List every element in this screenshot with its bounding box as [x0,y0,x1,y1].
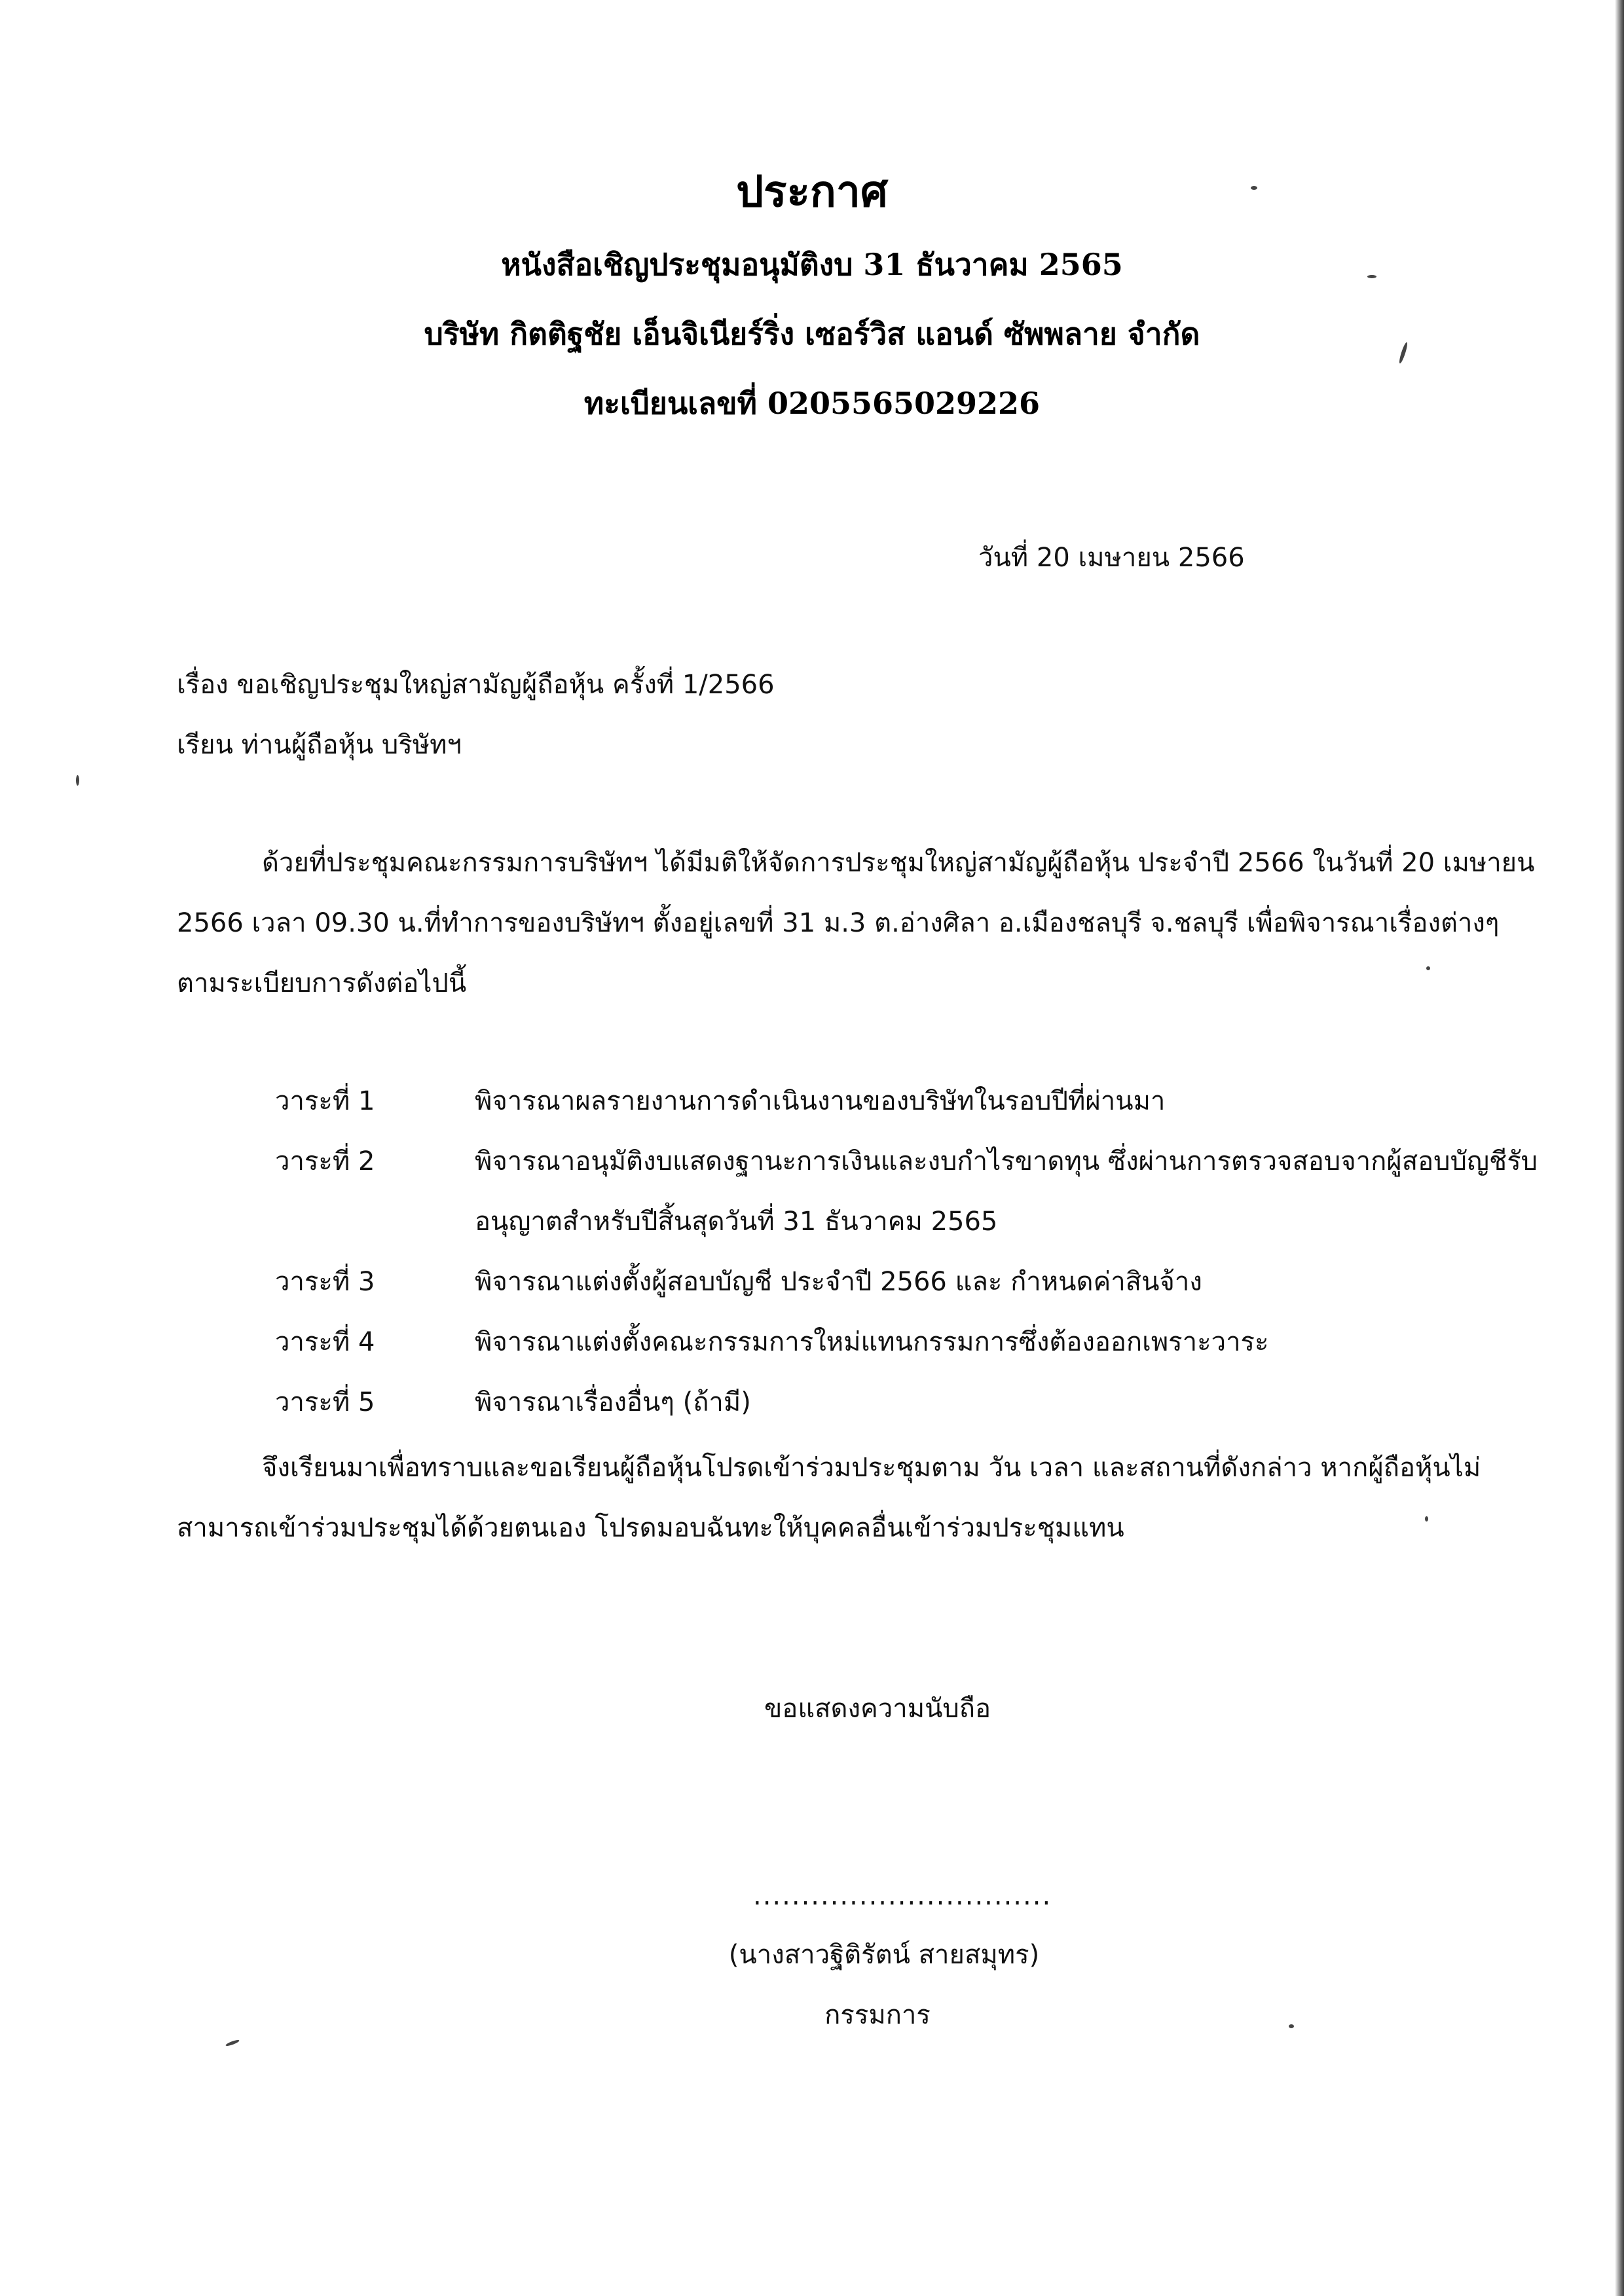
agenda-item [275,1252,1572,1312]
closing-paragraph [177,1438,1545,1558]
document-subtitle: หนังสือเชิญประชุมอนุมัติงบ 31 ธันวาคม 2565 [501,247,1123,282]
agenda-list [275,1071,1572,1432]
agenda-item [275,1312,1572,1372]
regards-line: ขอแสดงความนับถือ [764,1694,991,1724]
closing-paragraph-text: จึงเรียนมาเพื่อทราบและขอเรียนผู้ถือหุ้นโปรดเข้าร่วมประชุมตาม วัน เวลา และสถานที่ดังกล่าว หากผู้ถือหุ้นไม่สามารถเข้าร่วมประชุมได้ด้วยตนเอง โปรดมอบฉันทะให้บุคคลอื่นเข้าร่วมประชุมแทน [177,1453,1481,1543]
signer-name: (นางสาวฐิติรัตน์ สายสมุทร) [728,1940,1040,1970]
agenda-text: พิจารณาเรื่องอื่นๆ (ถ้ามี) [475,1387,751,1417]
scan-speck [1367,275,1376,278]
agenda-number: วาระที่ 2 [275,1146,375,1176]
registration-number: ทะเบียนเลขที่ 0205565029226 [583,386,1041,421]
agenda-text: พิจารณาอนุมัติงบแสดงฐานะการเงินและงบกำไรขาดทุน ซึ่งผ่านการตรวจสอบจากผู้สอบบัญชีรับอนุญาตสำหรับปีสิ้นสุดวันที่ 31 ธันวาคม 2565 [475,1146,1538,1237]
scan-speck [225,2039,240,2047]
scan-edge-shadow [1615,0,1624,2296]
agenda-item [275,1131,1572,1252]
subject-line: เรื่อง ขอเชิญประชุมใหญ่สามัญผู้ถือหุ้น ครั้งที่ 1/2566 [177,670,775,700]
agenda-number: วาระที่ 5 [275,1387,375,1417]
agenda-number: วาระที่ 3 [275,1267,375,1297]
agenda-text: พิจารณาแต่งตั้งผู้สอบบัญชี ประจำปี 2566 และ กำหนดค่าสินจ้าง [475,1267,1202,1297]
scan-speck [1289,2024,1294,2028]
scan-speck [1251,186,1257,190]
agenda-item [275,1372,1572,1432]
scan-speck [1426,966,1430,970]
addressee-line: เรียน ท่านผู้ถือหุ้น บริษัทฯ [177,730,462,760]
scan-speck [76,775,79,786]
scan-speck [1425,1516,1428,1522]
intro-paragraph-text: ด้วยที่ประชุมคณะกรรมการบริษัทฯ ได้มีมติให้จัดการประชุมใหญ่สามัญผู้ถือหุ้น ประจำปี 2566 ในวันที่ 20 เมษายน 2566 เวลา 09.30 น.ที่ทำการของบริษัทฯ ตั้งอยู่เลขที่ 31 ม.3 ต.อ่างศิลา อ.เมืองชลบุรี จ.ชลบุรี เพื่อพิจารณาเรื่องต่างๆ ตามระเบียบการดังต่อไปนี้ [177,848,1535,998]
agenda-number: วาระที่ 4 [275,1327,375,1357]
signature-line: ............................... [753,1881,1052,1911]
signer-position: กรรมการ [824,2000,931,2030]
document-date: วันที่ 20 เมษายน 2566 [978,543,1245,573]
agenda-number: วาระที่ 1 [275,1086,375,1116]
agenda-text: พิจารณาแต่งตั้งคณะกรรมการใหม่แทนกรรมการซึ่งต้องออกเพราะวาระ [475,1327,1269,1357]
company-name: บริษัท กิตติฐชัย เอ็นจิเนียร์ริ่ง เซอร์วิส แอนด์ ซัพพลาย จำกัด [424,316,1200,352]
agenda-text: พิจารณาผลรายงานการดำเนินงานของบริษัทในรอบปีที่ผ่านมา [475,1086,1166,1116]
agenda-item [275,1071,1572,1131]
document-title: ประกาศ [736,166,888,217]
intro-paragraph [177,833,1545,1013]
